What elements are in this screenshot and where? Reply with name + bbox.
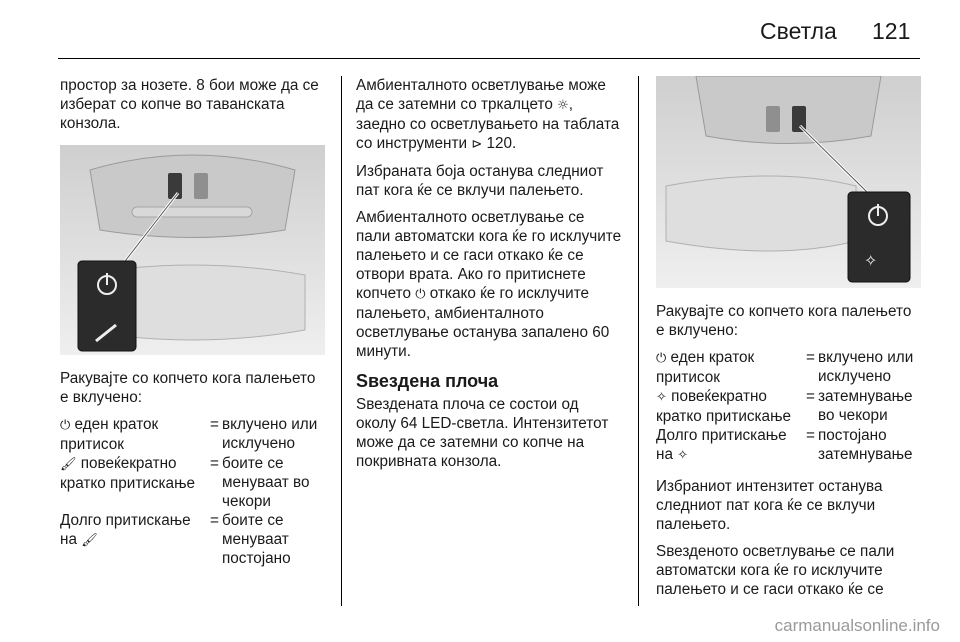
brightness-icon: ☼ (557, 98, 569, 113)
section-heading: Ѕвездена плоча (356, 371, 499, 391)
console-illustration (60, 145, 325, 355)
starlight-button-figure (656, 76, 921, 288)
definition-row: ✧ повеќекратно кратко притискање = затемнување во чекори (656, 387, 921, 426)
column-2 (356, 76, 622, 479)
col3-paragraph-3: Ѕвезденото осветлување се пали автоматски кога ќе го исклучите палењето и се гаси откако ќе се (656, 543, 895, 598)
watermark: carmanualsonline.info (774, 616, 940, 635)
svg-text:✧: ✧ (864, 251, 878, 270)
col2-paragraph-1: Амбиенталното осветлување може да се затемни со тркалцето ☼, заедно со осветлувањето на таблата со инструменти ⊳ 120. (356, 77, 620, 152)
col1-paragraph-1: простор за нозете. 8 бои може да се изберат со копче во таванската конзола. (60, 77, 319, 132)
power-icon: ⏻ (60, 418, 71, 433)
definition-term: повеќекратно кратко притискање (60, 455, 196, 492)
section-title: Светла (760, 18, 837, 44)
brush-icon: 🖌 (60, 457, 77, 472)
console-illustration (656, 76, 921, 288)
column-3 (656, 76, 921, 607)
page-number: 121 (872, 18, 911, 44)
star-icon: ✧ (677, 448, 689, 463)
definition-desc: затемнување во чекори (818, 388, 913, 424)
definition-term: еден краток притисок (656, 349, 755, 386)
page-header (0, 0, 960, 60)
ambient-light-button-figure (60, 145, 325, 355)
col2-paragraph-4: Ѕвездената плоча се состои од околу 64 LED-светла. Интензитетот може да се затемни со копче на покривната конзола. (356, 396, 609, 470)
definition-desc: боите се менуваат постојано (222, 512, 291, 567)
header-rule (58, 58, 920, 59)
definition-term: еден краток притисок (60, 416, 159, 453)
star-icon: ✧ (656, 390, 667, 405)
definition-desc: постојано затемнување (818, 427, 913, 463)
definition-row: 🖌 повеќекратно кратко притискање = боите се менуваат во чекори (60, 454, 325, 511)
column-1 (60, 76, 325, 568)
power-icon: ⏻ (656, 351, 667, 366)
definition-desc: боите се менуваат во чекори (222, 455, 310, 510)
col1-definition-list (60, 415, 325, 568)
definition-term: Долго притискање на (656, 427, 787, 463)
definition-desc: вклучено или исклучено (222, 416, 318, 452)
definition-row: ⏻ еден краток притисок = вклучено или исклучено (656, 348, 921, 387)
col3-paragraph-2: Избраниот интензитет останува следниот пат кога ќе се вклучи палењето. (656, 478, 883, 533)
power-icon: ⏻ (415, 287, 426, 302)
definition-term: Долго притискање на (60, 512, 191, 548)
col1-paragraph-2: Ракувајте со копчето кога палењето е вклучено: (60, 370, 316, 406)
definition-row: Долго притискање на ✧ = постојано затемнување (656, 426, 921, 465)
definition-row: ⏻ еден краток притисок = вклучено или исклучено (60, 415, 325, 454)
definition-desc: вклучено или исклучено (818, 349, 914, 385)
reference-arrow-icon: ⊳ (471, 137, 483, 152)
definition-term: повеќекратно кратко притискање (656, 388, 792, 425)
column-divider-1 (341, 76, 342, 606)
column-divider-2 (638, 76, 639, 606)
col2-paragraph-3: Амбиенталното осветлување се пали автоматски кога ќе го исклучите палењето и се гаси откако ќе се отвори врата. Ако го притиснете копчето ⏻ откако ќе го исклучите палењето, амбиенталното осветлување останува запалено 60 минути. (356, 209, 622, 360)
col3-paragraph-1: Ракувајте со копчето кога палењето е вклучено: (656, 303, 912, 339)
brush-icon: 🖌 (81, 533, 98, 548)
definition-row: Долго притискање на 🖌 = боите се менуваат постојано (60, 511, 325, 568)
col3-definition-list (656, 348, 921, 465)
col2-paragraph-2: Избраната боја останува следниот пат кога ќе се вклучи палењето. (356, 163, 604, 199)
